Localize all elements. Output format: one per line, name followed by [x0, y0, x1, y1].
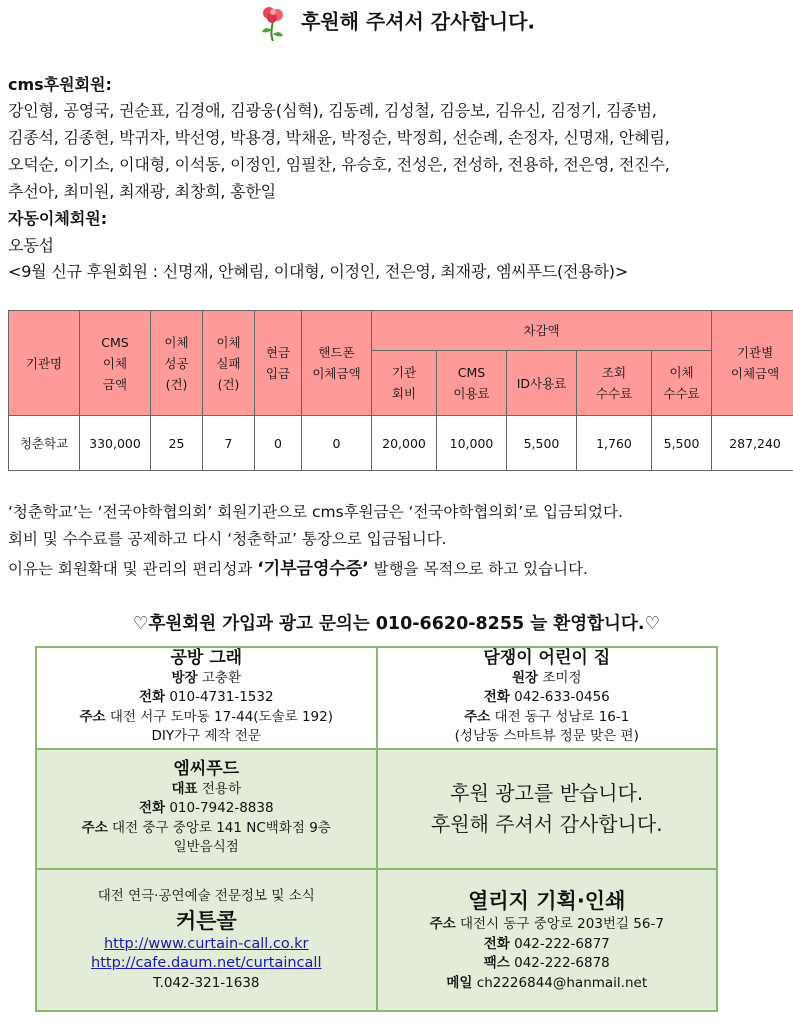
ad-slogan: 후원 광고를 받습니다. 후원해 주셔서 감사합니다.	[377, 749, 718, 869]
cell-id-fee: 5,500	[507, 416, 577, 471]
cell-transfer-fee: 5,500	[652, 416, 712, 471]
cell-cms-amount: 330,000	[80, 416, 151, 471]
cms-members-line-3: 오덕순, 이기소, 이대형, 이석동, 이정인, 임필찬, 유승호, 전성은, 전성하, 전용하, 전은영, 전진수,	[8, 155, 670, 174]
th-phone: 핸드폰 이체금액	[302, 311, 372, 416]
th-institution: 기관명	[9, 311, 80, 416]
auto-members: 오동섭	[8, 236, 54, 255]
ad-mcfood-name: 엠씨푸드	[173, 759, 240, 780]
info-line-3: 이유는 회원확대 및 관리의 편리성과 ‘기부금영수증’ 발행을 목적으로 하고 있습니다.	[8, 559, 588, 579]
ad-curtain-name: 커튼콜	[175, 908, 237, 933]
ad-mcfood: 엠씨푸드 대표 전용하 전화 010-7942-8838 주소 대전 중구 중앙로 141 NC백화점 9층 일반음식점	[36, 749, 377, 869]
th-cms-fee: CMS 이용료	[437, 351, 507, 416]
cms-members-label: cms후원회원:	[8, 75, 112, 94]
page-title-text: 후원해 주셔서 감사합니다.	[300, 9, 535, 34]
ad-damjaeng-name: 담쟁이 어린이 집	[483, 648, 611, 669]
cell-cash: 0	[255, 416, 302, 471]
th-cms-amount: CMS 이체 금액	[80, 311, 151, 416]
th-net: 기관별 이체금액	[712, 311, 793, 416]
cell-cms-fee: 10,000	[437, 416, 507, 471]
cell-phone: 0	[302, 416, 372, 471]
cell-inquiry-fee: 1,760	[577, 416, 652, 471]
transfer-table	[8, 310, 793, 471]
ad-yeolriji-name: 열리지 기획·인쇄	[468, 889, 626, 913]
th-cash: 현금 입금	[255, 311, 302, 416]
auto-members-label: 자동이체회원:	[8, 209, 108, 228]
ad-grid	[35, 646, 718, 1012]
cell-net: 287,240	[712, 416, 793, 471]
curtain-cafe-link[interactable]: http://cafe.daum.net/curtaincall	[91, 955, 322, 971]
ad-gongbang-name: 공방 그래	[170, 648, 243, 669]
ad-damjaeng: 담쟁이 어린이 집 원장 조미정 전화 042-633-0456 주소 대전 동구 성남로 16-1 (성남동 스마트뷰 정문 맞은 편)	[377, 647, 718, 749]
page-title	[0, 4, 793, 42]
th-deduction: 차감액	[372, 311, 712, 351]
th-inquiry-fee: 조회 수수료	[577, 351, 652, 416]
ad-yeolriji: 열리지 기획·인쇄 주소 대전시 동구 중앙로 203번길 56-7 전화 042-222-6877 팩스 042-222-6878 메일 ch2226844@hanmail.net	[377, 869, 718, 1011]
cell-dues: 20,000	[372, 416, 437, 471]
cell-fail: 7	[203, 416, 255, 471]
info-line-1: ‘청춘학교’는 ‘전국야학협의회’ 회원기관으로 cms후원금은 ‘전국야학협의회’로 입금되었다.	[8, 503, 623, 521]
new-members-notice: <9월 신규 후원회원 : 신명재, 안혜림, 이대형, 이정인, 전은영, 최재광, 엠씨푸드(전용하)>	[8, 262, 629, 281]
info-line-2: 회비 및 수수료를 공제하고 다시 ‘청춘학교’ 통장으로 입금됩니다.	[8, 530, 447, 548]
cms-members-line-1: 강인형, 공영국, 권순표, 김경애, 김광웅(심혁), 김동례, 김성철, 김응보, 김유신, 김정기, 김종범,	[8, 101, 657, 120]
th-success: 이체 성공 (건)	[151, 311, 203, 416]
cms-members-line-2: 김종석, 김종현, 박귀자, 박선영, 박용경, 박채윤, 박정순, 박정희, 선순례, 손정자, 신명재, 안혜림,	[8, 128, 670, 147]
cell-success: 25	[151, 416, 203, 471]
ad-gongbang: 공방 그래 방장 고충환 전화 010-4731-1532 주소 대전 서구 도마동 17-44(도솔로 192) DIY가구 제작 전문	[36, 647, 377, 749]
contact-banner: ♡후원회원 가입과 광고 문의는 010-6620-8255 늘 환영합니다.♡	[132, 614, 661, 634]
ad-curtain: 대전 연극·공연예술 전문정보 및 소식 커튼콜 http://www.curtain-call.co.kr http://cafe.daum.net/curtaincall T.042-321-1638	[36, 869, 377, 1011]
table-row	[9, 416, 793, 471]
th-fail: 이체 실패 (건)	[203, 311, 255, 416]
th-id-fee: ID사용료	[507, 351, 577, 416]
receipt-emphasis: ‘기부금영수증’	[257, 559, 369, 579]
curtain-homepage-link[interactable]: http://www.curtain-call.co.kr	[103, 935, 309, 952]
th-transfer-fee: 이체 수수료	[652, 351, 712, 416]
cell-institution: 청춘학교	[9, 416, 80, 471]
flower-icon	[258, 4, 288, 42]
th-dues: 기관 회비	[372, 351, 437, 416]
cms-members-line-4: 추선아, 최미원, 최재광, 최창희, 홍한일	[8, 182, 276, 201]
